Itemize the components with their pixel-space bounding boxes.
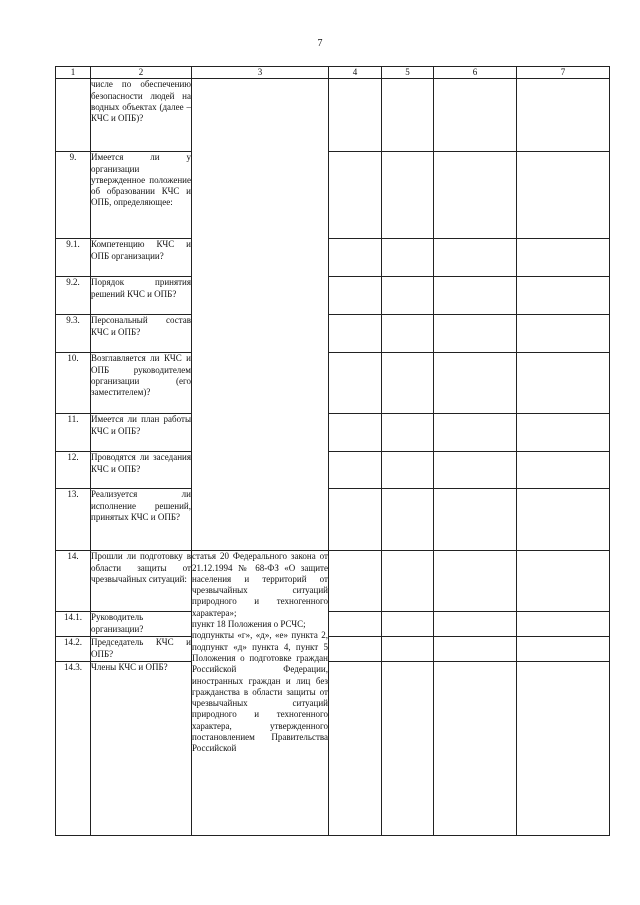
- header-cell: 4: [329, 67, 382, 79]
- answer-cell: [382, 79, 434, 152]
- row-number: 11.: [56, 414, 91, 452]
- table-row: [56, 489, 610, 551]
- row-number: 14.1.: [56, 612, 91, 637]
- answer-cell: [517, 551, 610, 612]
- question-text: Порядок принятия решений КЧС и ОПБ?: [91, 277, 192, 315]
- answer-cell: [434, 662, 517, 836]
- legal-basis-part: подпункты «г», «д», «е» пункта 2, подпункт «д» пункта 4, пункт 5 Положения о подготовке граждан Российской Федерации, иностранных граждан и лиц без гражданства в области защиты от чрезвычайных ситуаций природного и техногенного характера, утвержденного постановлением Правительства Российской: [192, 630, 328, 754]
- header-cell: 3: [192, 67, 329, 79]
- answer-cell: [517, 239, 610, 277]
- table-row: [56, 315, 610, 353]
- row-number: 12.: [56, 452, 91, 489]
- answer-cell: [434, 277, 517, 315]
- answer-cell: [517, 637, 610, 662]
- table-row: [56, 79, 610, 152]
- question-text: Возглавляется ли КЧС и ОПБ руководителем организации (его заместителем)?: [91, 353, 192, 414]
- row-number: 14.2.: [56, 637, 91, 662]
- row-number: 9.: [56, 152, 91, 239]
- answer-cell: [434, 612, 517, 637]
- answer-cell: [382, 315, 434, 353]
- header-cell: 1: [56, 67, 91, 79]
- answer-cell: [434, 551, 517, 612]
- question-text: Персональный состав КЧС и ОПБ?: [91, 315, 192, 353]
- answer-cell: [434, 239, 517, 277]
- answer-cell: [382, 239, 434, 277]
- answer-cell: [382, 353, 434, 414]
- answer-cell: [434, 79, 517, 152]
- answer-cell: [329, 637, 382, 662]
- row-number: 14.: [56, 551, 91, 612]
- answer-cell: [382, 612, 434, 637]
- table-row: [56, 452, 610, 489]
- answer-cell: [517, 489, 610, 551]
- answer-cell: [434, 452, 517, 489]
- question-text: Члены КЧС и ОПБ?: [91, 662, 192, 836]
- row-number: 9.3.: [56, 315, 91, 353]
- answer-cell: [434, 414, 517, 452]
- answer-cell: [382, 414, 434, 452]
- row-number: [56, 79, 91, 152]
- answer-cell: [517, 612, 610, 637]
- question-text: Имеется ли план работы КЧС и ОПБ?: [91, 414, 192, 452]
- answer-cell: [382, 277, 434, 315]
- question-text: Прошли ли подготовку в области защиты от чрезвычайных ситуаций:: [91, 551, 192, 612]
- answer-cell: [382, 662, 434, 836]
- answer-cell: [329, 152, 382, 239]
- answer-cell: [329, 315, 382, 353]
- answer-cell: [517, 277, 610, 315]
- question-text: Имеется ли у организации утвержденное положение об образовании КЧС и ОПБ, определяющее:: [91, 152, 192, 239]
- legal-basis-cell-empty: [192, 79, 329, 551]
- answer-cell: [382, 152, 434, 239]
- answer-cell: [434, 637, 517, 662]
- answer-cell: [329, 414, 382, 452]
- answer-cell: [382, 452, 434, 489]
- answer-cell: [329, 79, 382, 152]
- answer-cell: [517, 414, 610, 452]
- page-number: 7: [317, 38, 323, 49]
- answer-cell: [517, 315, 610, 353]
- row-number: 9.2.: [56, 277, 91, 315]
- table-row: [56, 551, 610, 612]
- table-row: [56, 353, 610, 414]
- answer-cell: [382, 551, 434, 612]
- answer-cell: [434, 353, 517, 414]
- answer-cell: [434, 152, 517, 239]
- question-text: Реализуется ли исполнение решений, принятых КЧС и ОПБ?: [91, 489, 192, 551]
- checklist-table: [55, 66, 610, 836]
- answer-cell: [434, 315, 517, 353]
- question-text: Председатель КЧС и ОПБ?: [91, 637, 192, 662]
- header-cell: 7: [517, 67, 610, 79]
- question-text: Проводятся ли заседания КЧС и ОПБ?: [91, 452, 192, 489]
- answer-cell: [382, 637, 434, 662]
- legal-basis-part: пункт 18 Положения о РСЧС;: [192, 619, 306, 630]
- table-row: [56, 152, 610, 239]
- answer-cell: [517, 79, 610, 152]
- answer-cell: [329, 452, 382, 489]
- answer-cell: [329, 277, 382, 315]
- answer-cell: [517, 152, 610, 239]
- answer-cell: [434, 489, 517, 551]
- answer-cell: [329, 353, 382, 414]
- answer-cell: [517, 353, 610, 414]
- header-cell: 6: [434, 67, 517, 79]
- row-number: 14.3.: [56, 662, 91, 836]
- legal-basis-cell: [192, 551, 329, 836]
- row-number: 10.: [56, 353, 91, 414]
- table-row: [56, 414, 610, 452]
- header-cell: 5: [382, 67, 434, 79]
- answer-cell: [329, 612, 382, 637]
- table-row: [56, 277, 610, 315]
- table-row: [56, 662, 610, 836]
- header-cell: 2: [91, 67, 192, 79]
- row-number: 13.: [56, 489, 91, 551]
- question-text: Компетенцию КЧС и ОПБ организации?: [91, 239, 192, 277]
- answer-cell: [329, 551, 382, 612]
- answer-cell: [329, 662, 382, 836]
- answer-cell: [517, 662, 610, 836]
- row-number: 9.1.: [56, 239, 91, 277]
- answer-cell: [329, 489, 382, 551]
- table-row: [56, 239, 610, 277]
- table-row: [56, 637, 610, 662]
- answer-cell: [382, 489, 434, 551]
- table-row: [56, 612, 610, 637]
- answer-cell: [517, 452, 610, 489]
- header-row: [56, 67, 610, 79]
- question-text: Руководитель организации?: [91, 612, 192, 637]
- legal-basis-part: статья 20 Федерального закона от 21.12.1994 № 68-ФЗ «О защите населения и территорий от чрезвычайных ситуаций природного и техногенного характера»;: [192, 551, 328, 618]
- question-text: числе по обеспечению безопасности людей на водных объектах (далее – КЧС и ОПБ)?: [91, 79, 192, 152]
- answer-cell: [329, 239, 382, 277]
